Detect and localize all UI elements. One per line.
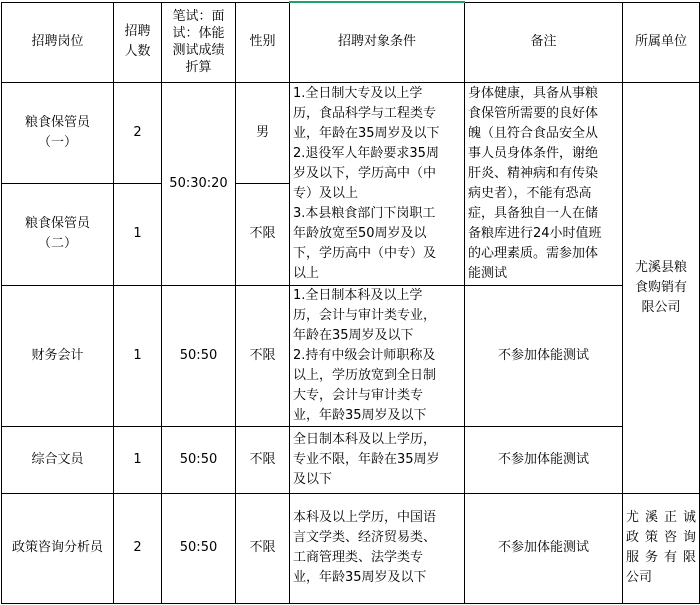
ratio-cell: 50:50 — [162, 285, 236, 426]
header-count: 招聘 人数 — [114, 2, 162, 82]
position-cell: 综合文员 — [2, 426, 114, 493]
header-conditions: 招聘对象条件 — [290, 2, 465, 82]
gender-cell: 不限 — [236, 426, 290, 493]
position-cell: 粮食保管员 （二） — [2, 183, 114, 285]
position-cell: 政策咨询分析员 — [2, 493, 114, 603]
ratio-cell: 50:50 — [162, 426, 236, 493]
ratio-cell: 50:50 — [162, 493, 236, 603]
gender-cell: 男 — [236, 82, 290, 183]
header-ratio: 笔试：面 试：体能 测试成绩 折算 — [162, 2, 236, 82]
gender-cell: 不限 — [236, 285, 290, 426]
unit-cell: 尤溪正诚 政策咨询 服务有限 公司 — [623, 493, 700, 603]
conditions-cell: 1.全日制本科及以上学 历，会计与审计类专业， 年龄在35周岁及以下 2.持有中级会计师职称及 以上，学历放宽到全日制 大专，会计与审计类专 业，年龄35周岁及以下 — [290, 285, 465, 426]
count-cell: 1 — [114, 285, 162, 426]
table-row — [2, 285, 700, 426]
table-row — [2, 426, 700, 493]
remarks-cell: 身体健康，具备从事粮 食保管所需要的良好体 魄（且符合食品安全从 事人员身体条件，谢绝 肝炎、精神病和有传染 病史者），不能有恐高 症，具备独自一人在储 备粮库进行24小时值班 的心理素质。需参加体 能测试 — [465, 82, 623, 285]
count-cell: 2 — [114, 82, 162, 183]
table-row — [2, 493, 700, 603]
header-position: 招聘岗位 — [2, 2, 114, 82]
gender-cell: 不限 — [236, 183, 290, 285]
position-cell: 粮食保管员 （一） — [2, 82, 114, 183]
count-cell: 1 — [114, 426, 162, 493]
recruitment-table — [1, 1, 700, 604]
header-remarks: 备注 — [465, 2, 623, 82]
table-row — [2, 82, 700, 183]
header-gender: 性别 — [236, 2, 290, 82]
position-cell: 财务会计 — [2, 285, 114, 426]
conditions-cell: 1.全日制大专及以上学 历，食品科学与工程类专 业，年龄在35周岁及以下 2.退役军人年龄要求35周 岁及以下，学历高中（中 专）及以上 3.本县粮食部门下岗职工 年龄放宽至50周岁及以 下，学历高中（中专）及 以上 — [290, 82, 465, 285]
remarks-cell: 不参加体能测试 — [465, 426, 623, 493]
count-cell: 1 — [114, 183, 162, 285]
header-unit: 所属单位 — [623, 2, 700, 82]
remarks-cell: 不参加体能测试 — [465, 285, 623, 426]
header-row — [2, 2, 700, 82]
conditions-cell: 本科及以上学历，中国语 言文学类、经济贸易类、 工商管理类、法学类专 业，年龄35周岁及以下 — [290, 493, 465, 603]
gender-cell: 不限 — [236, 493, 290, 603]
unit-cell: 尤溪县粮 食购销有 限公司 — [623, 82, 700, 493]
remarks-cell: 不参加体能测试 — [465, 493, 623, 603]
ratio-cell: 50:30:20 — [162, 82, 236, 285]
conditions-cell: 全日制本科及以上学历， 专业不限，年龄在35周岁 及以下 — [290, 426, 465, 493]
count-cell: 2 — [114, 493, 162, 603]
